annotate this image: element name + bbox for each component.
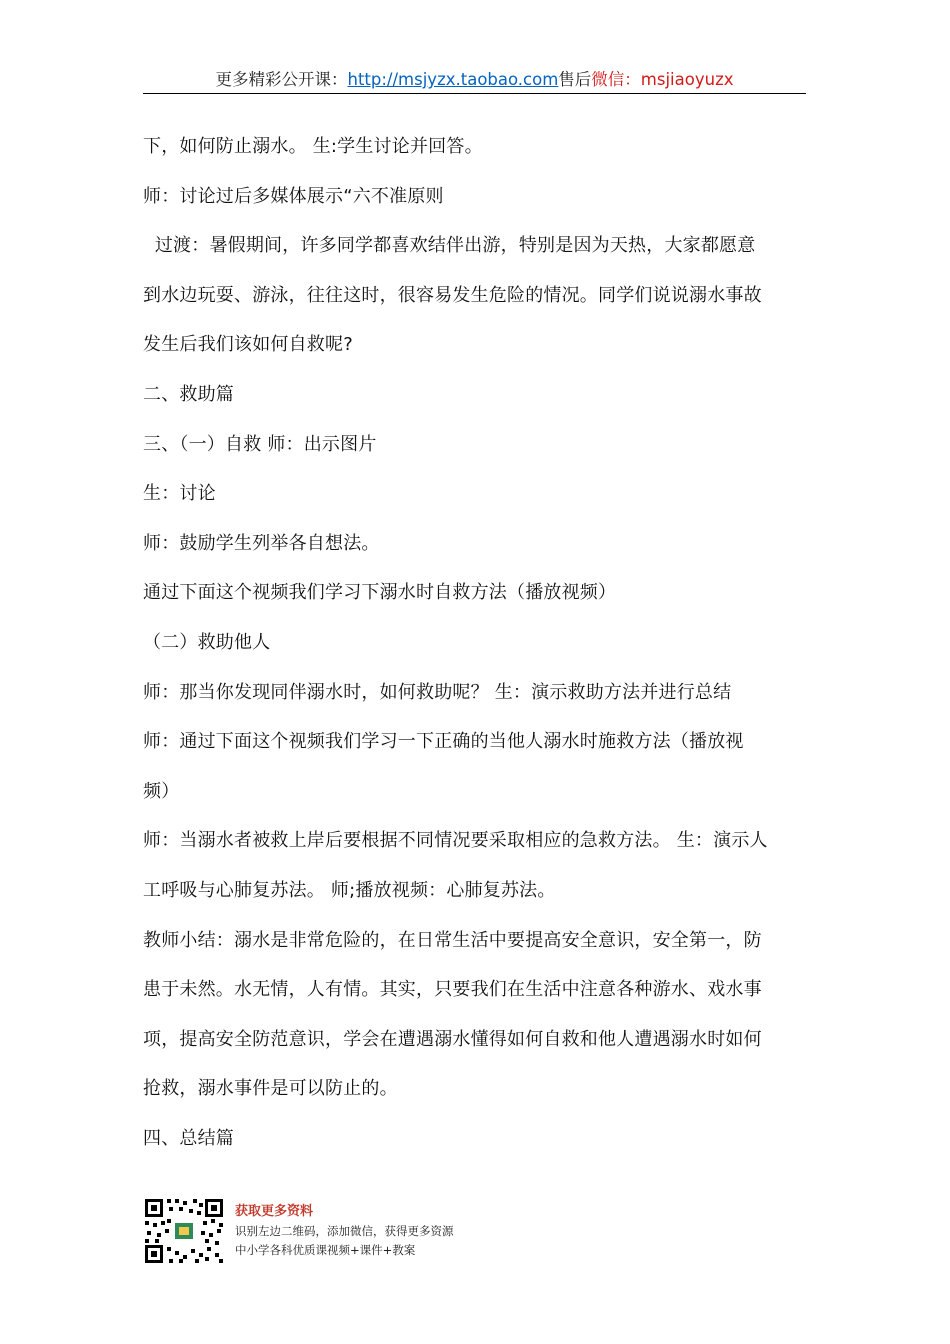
paragraph: 通过下面这个视频我们学习下溺水时自救方法（播放视频）	[143, 582, 617, 604]
footer-title: 获取更多资料	[235, 1204, 314, 1219]
paragraph: 工呼吸与心肺复苏法。 师;播放视频：心肺复苏法。	[143, 879, 556, 901]
section-heading: 四、总结篇	[143, 1127, 234, 1149]
footer-promo	[143, 1197, 563, 1267]
paragraph: 到水边玩耍、游泳，往往这时，很容易发生危险的情况。同学们说说溺水事故	[143, 284, 762, 306]
header-after-sales: 售后	[558, 70, 592, 89]
header-wechat-label: 微信：	[591, 70, 641, 89]
paragraph: 下，如何防止溺水。 生:学生讨论并回答。	[143, 136, 483, 157]
paragraph: 抢救，溺水事件是可以防止的。	[143, 1078, 398, 1100]
paragraph: 师：当溺水者被救上岸后要根据不同情况要采取相应的急救方法。 生：演示人	[143, 830, 768, 852]
header-prefix: 更多精彩公开课：	[215, 70, 348, 89]
section-heading: 二、救助篇	[143, 383, 234, 405]
paragraph: 师：通过下面这个视频我们学习一下正确的当他人溺水时施救方法（播放视	[143, 731, 744, 753]
header-wechat-id: msjiaoyuzx	[640, 70, 734, 89]
header-store-link[interactable]: http://msjyzx.taobao.com	[347, 70, 559, 89]
paragraph: 过渡：暑假期间，许多同学都喜欢结伴出游，特别是因为天热，大家都愿意	[143, 235, 756, 257]
paragraph: （二）救助他人	[143, 631, 271, 653]
footer-resources: 中小学各科优质课视频+课件+教案	[235, 1243, 416, 1257]
paragraph: 师：那当你发现同伴溺水时，如何救助呢？ 生：演示救助方法并进行总结	[143, 681, 732, 703]
paragraph: 发生后我们该如何自救呢?	[143, 334, 353, 356]
document-body	[143, 122, 808, 1163]
paragraph: 患于未然。水无情，人有情。其实，只要我们在生活中注意各种游水、戏水事	[143, 979, 762, 1001]
paragraph: 频）	[143, 780, 180, 802]
paragraph: 生：讨论	[143, 483, 216, 505]
paragraph: 教师小结：溺水是非常危险的，在日常生活中要提高安全意识，安全第一，防	[143, 929, 762, 951]
footer-instruction: 识别左边二维码，添加微信，获得更多资源	[235, 1224, 454, 1238]
paragraph: 项，提高安全防范意识，学会在遭遇溺水懂得如何自救和他人遭遇溺水时如何	[143, 1028, 762, 1050]
qr-code-icon[interactable]	[143, 1197, 225, 1265]
page-header	[143, 67, 806, 94]
paragraph: 师：鼓励学生列举各自想法。	[143, 532, 380, 554]
paragraph: 师：讨论过后多媒体展示“六不准原则	[143, 185, 444, 207]
paragraph: 三、（一）自救 师：出示图片	[143, 433, 377, 455]
